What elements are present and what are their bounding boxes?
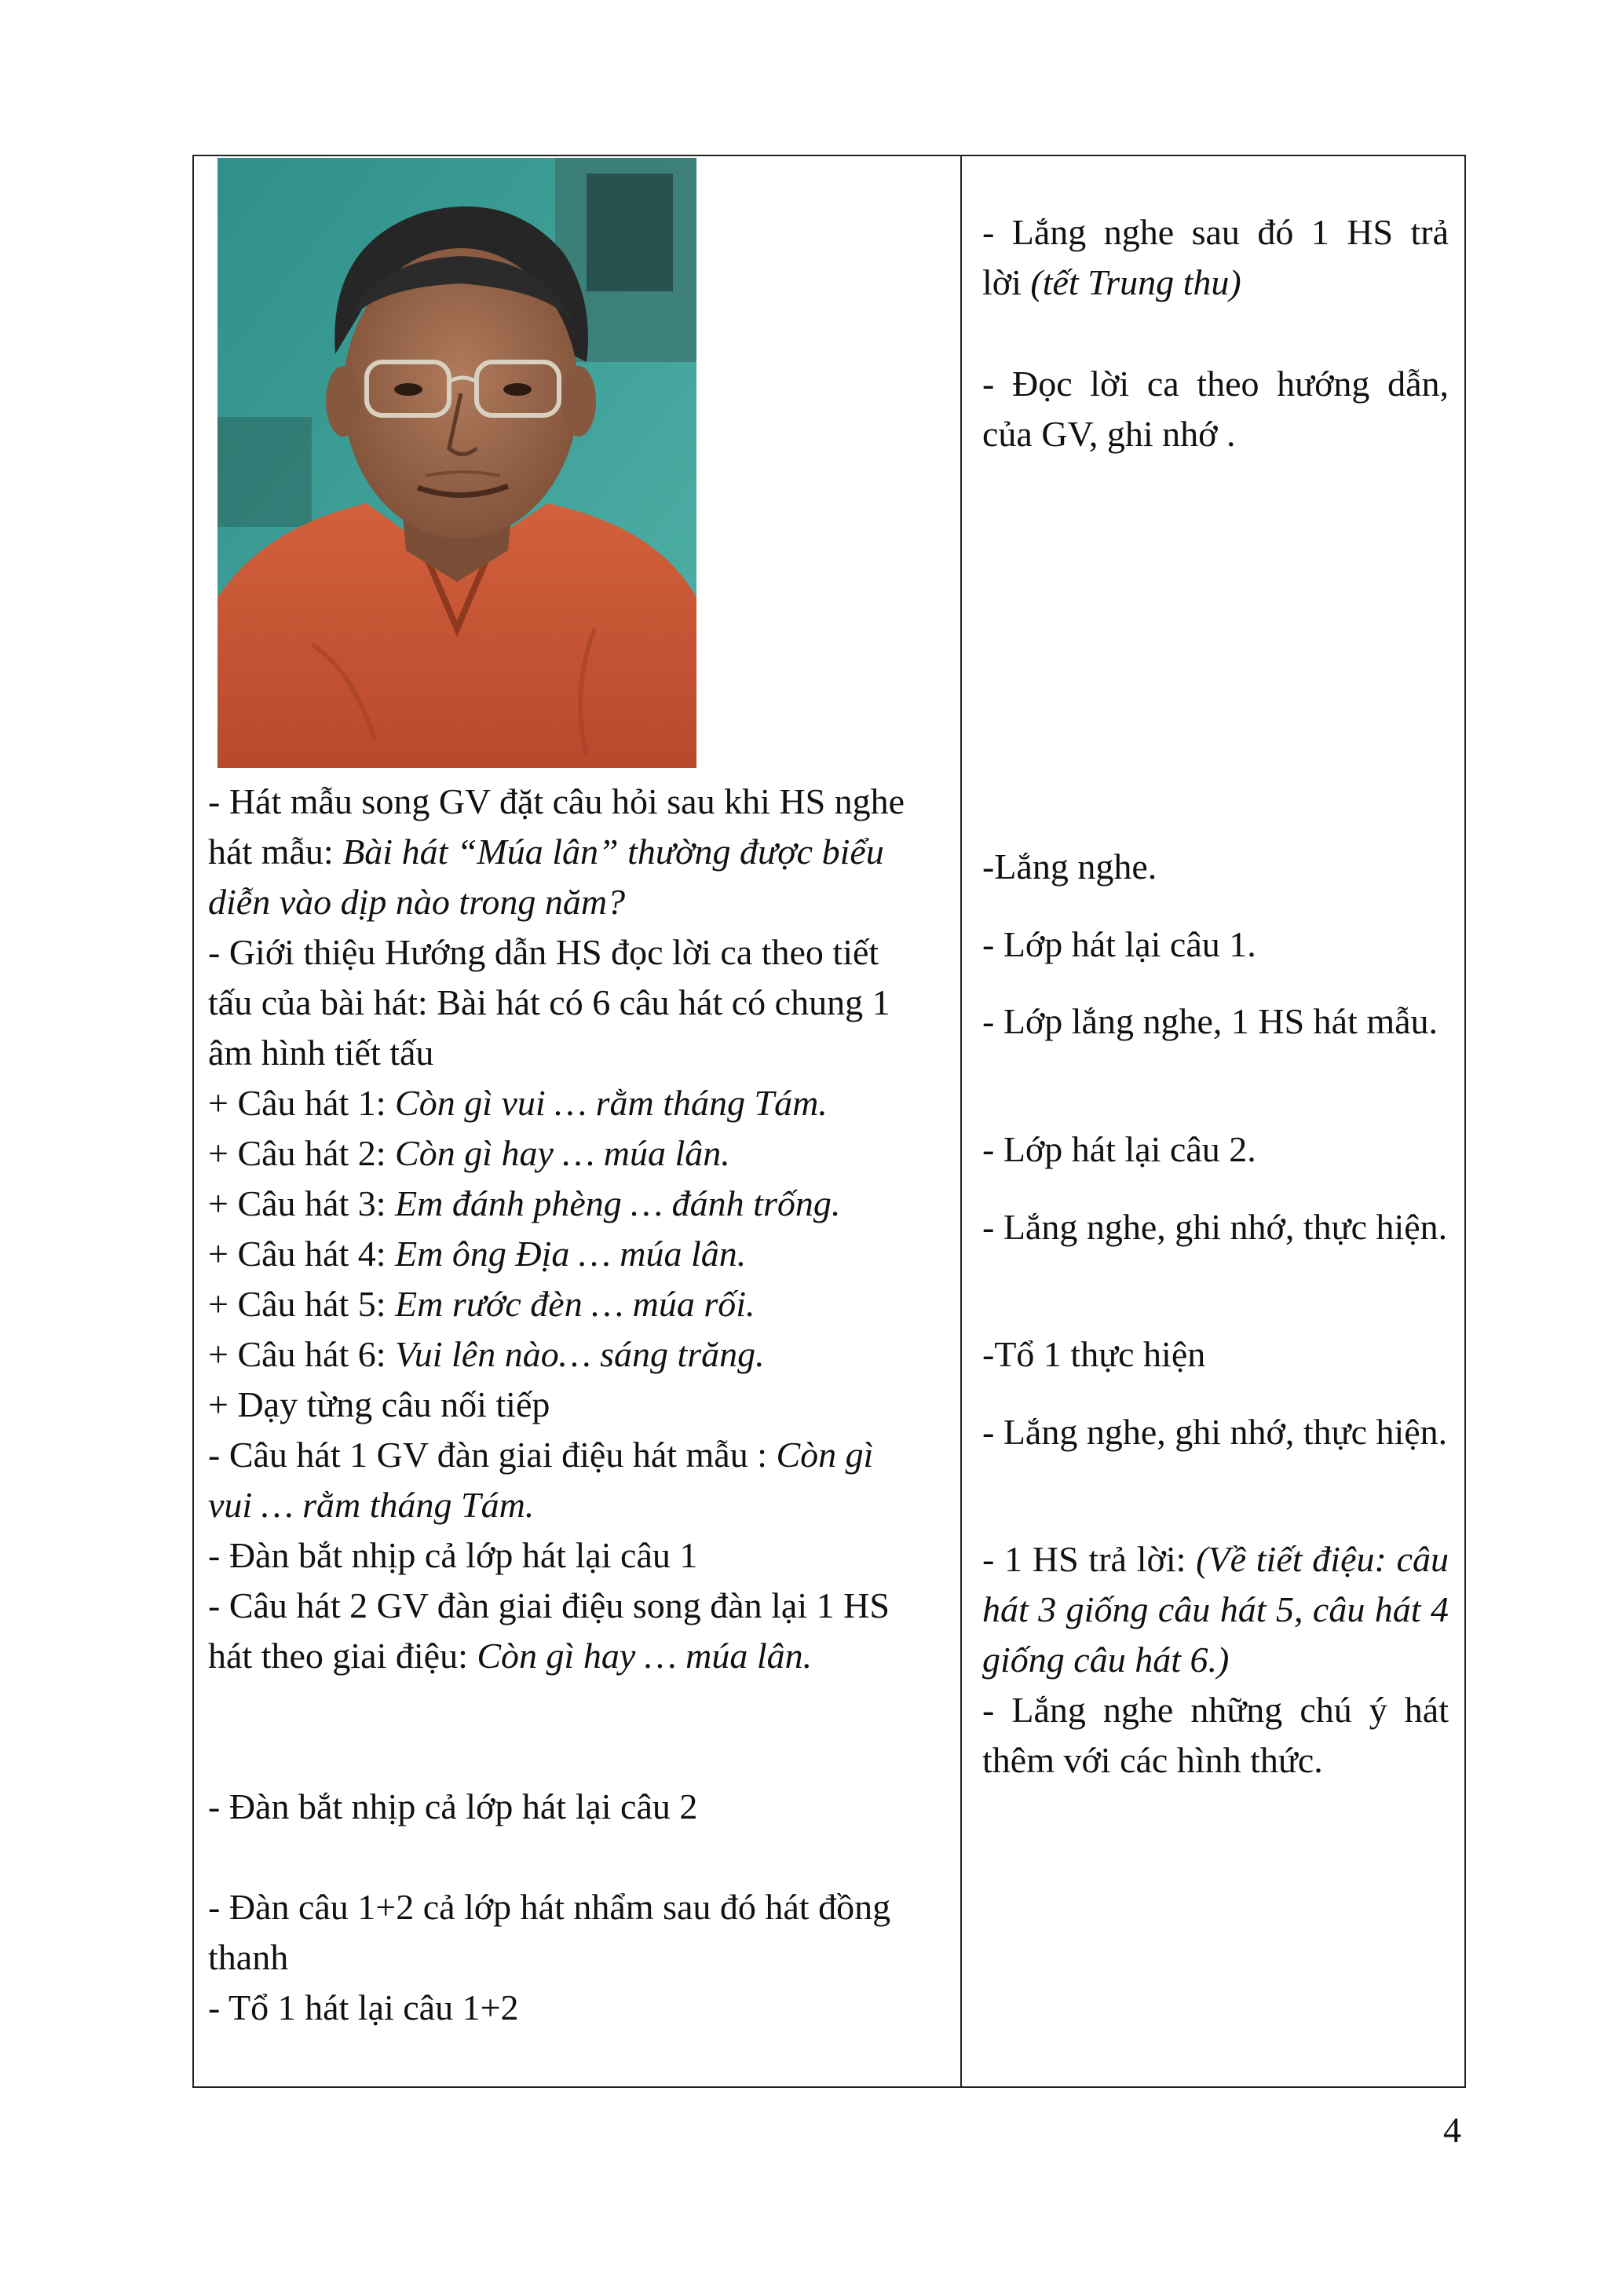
guide-line-3: âm hình tiết tấu xyxy=(208,1033,434,1073)
group1-line: - Tổ 1 hát lại câu 1+2 xyxy=(208,1987,519,2027)
phrase2-instruction: - Câu hát 2 GV đàn giai điệu song đàn lại 1 HS xyxy=(208,1585,890,1625)
teacher-activities xyxy=(208,777,950,2033)
phrase2-repeat: - Đàn bắt nhịp cả lớp hát lại câu 2 xyxy=(208,1786,698,1826)
phrase12-instruction-end: thanh xyxy=(208,1937,289,1977)
student-response-10: - 1 HS trả lời: (Về tiết điệu: câu hát 3 giống câu hát 5, câu hát 4 giống câu hát 6.) xyxy=(982,1539,1449,1680)
phrase-4: + Câu hát 4: Em ông Địa … múa lân. xyxy=(208,1234,747,1274)
guide-line-2: tấu của bài hát: Bài hát có 6 câu hát có chung 1 xyxy=(208,982,890,1022)
composer-portrait xyxy=(217,158,696,768)
phrase-2: + Câu hát 2: Còn gì hay … múa lân. xyxy=(208,1133,730,1173)
student-response-4: - Lớp hát lại câu 1. xyxy=(982,924,1256,964)
intro-line-2: hát mẫu: Bài hát “Múa lân” thường được biểu xyxy=(208,832,884,872)
phrase1-instruction: - Câu hát 1 GV đàn giai điệu hát mẫu : Còn gì xyxy=(208,1435,874,1475)
phrase-1: + Câu hát 1: Còn gì vui … rằm tháng Tám. xyxy=(208,1083,828,1123)
student-response-3: -Lắng nghe. xyxy=(982,846,1157,887)
student-response-2: - Đọc lời ca theo hướng dẫn, của GV, ghi nhớ . xyxy=(982,364,1449,454)
page-number: 4 xyxy=(1443,2110,1461,2150)
portrait-drawing xyxy=(217,158,696,768)
lesson-table xyxy=(192,155,1466,2088)
phrase12-instruction: - Đàn câu 1+2 cả lớp hát nhẩm sau đó hát đồng xyxy=(208,1887,891,1927)
column-divider xyxy=(960,156,962,2086)
intro-line-3: diễn vào dịp nào trong năm? xyxy=(208,882,626,922)
student-response-1: - Lắng nghe sau đó 1 HS trả lời (tết Trung thu) xyxy=(982,212,1449,302)
phrase-6: + Câu hát 6: Vui lên nào… sáng trăng. xyxy=(208,1334,765,1374)
phrase-5: + Câu hát 5: Em rước đèn … múa rối. xyxy=(208,1284,755,1324)
intro-line-1: - Hát mẫu song GV đặt câu hỏi sau khi HS nghe xyxy=(208,781,905,821)
teach-each-line: + Dạy từng câu nối tiếp xyxy=(208,1384,550,1424)
phrase-3: + Câu hát 3: Em đánh phèng … đánh trống. xyxy=(208,1183,841,1223)
phrase1-lyric: vui … rằm tháng Tám. xyxy=(208,1485,535,1525)
student-response-5: - Lớp lắng nghe, 1 HS hát mẫu. xyxy=(982,1001,1438,1041)
phrase2-lyric: hát theo giai điệu: Còn gì hay … múa lân. xyxy=(208,1636,813,1676)
guide-line-1: - Giới thiệu Hướng dẫn HS đọc lời ca theo tiết xyxy=(208,932,879,972)
student-response-8: -Tổ 1 thực hiện xyxy=(982,1334,1206,1374)
phrase1-repeat: - Đàn bắt nhịp cả lớp hát lại câu 1 xyxy=(208,1535,698,1575)
student-response-6: - Lớp hát lại câu 2. xyxy=(982,1129,1256,1169)
intro-question: Bài hát “Múa lân” thường được biểu xyxy=(342,832,884,872)
student-response-7: - Lắng nghe, ghi nhớ, thực hiện. xyxy=(982,1207,1448,1247)
student-response-11: - Lắng nghe những chú ý hát thêm với các hình thức. xyxy=(982,1690,1449,1780)
student-response-9: - Lắng nghe, ghi nhớ, thực hiện. xyxy=(982,1412,1448,1452)
